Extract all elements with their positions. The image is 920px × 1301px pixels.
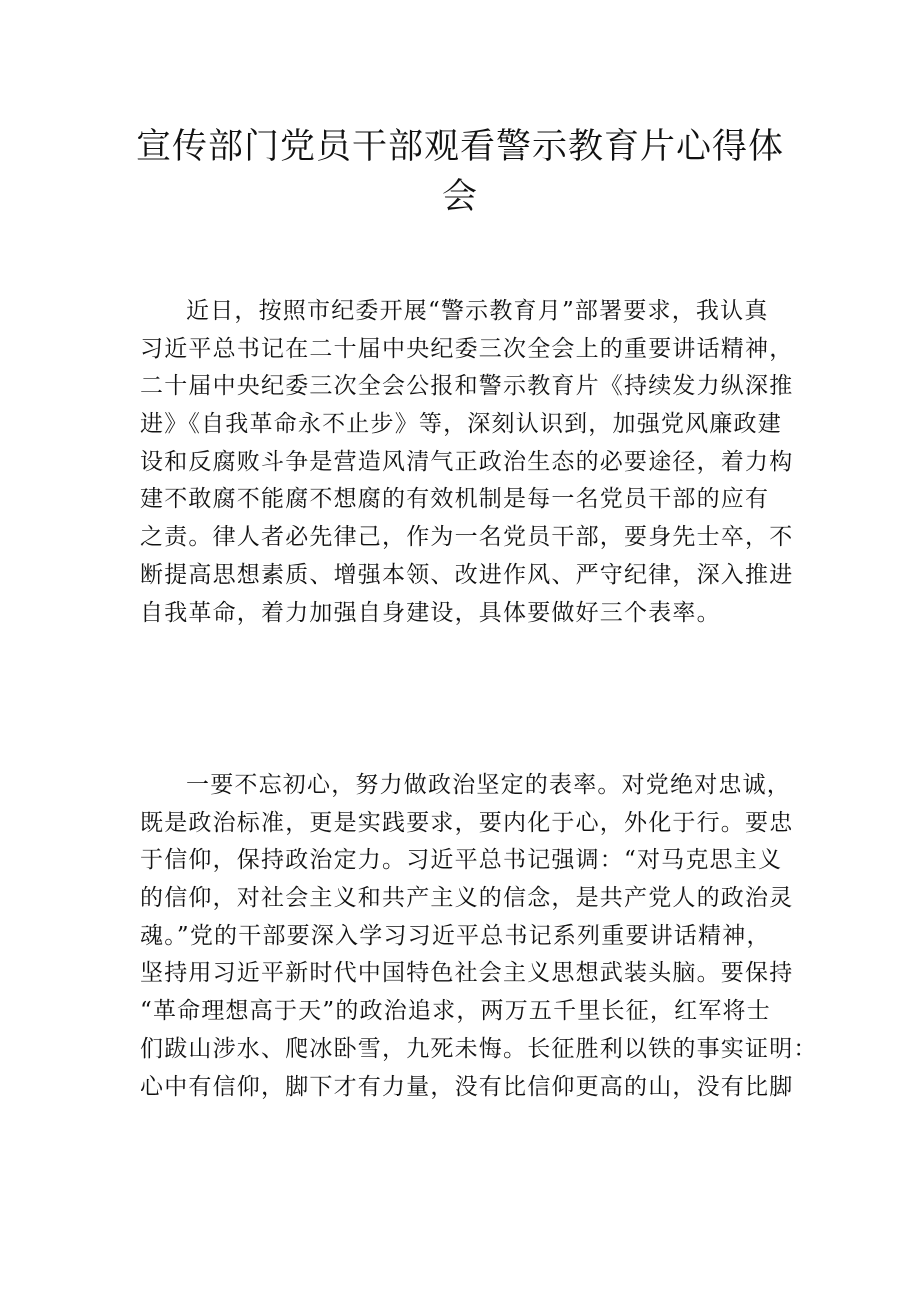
text-line: 建不敢腐不能腐不想腐的有效机制是每一名党员干部的应有: [140, 486, 770, 513]
document-title: [100, 122, 820, 222]
text-line: 一要不忘初心，努力做政治坚定的表率。对党绝对忠诚，: [186, 772, 791, 798]
text-line: 自我革命，着力加强自身建设，具体要做好三个表率。: [140, 599, 721, 626]
text-line: 二十届中央纪委三次全会公报和警示教育片《持续发力纵深推: [140, 373, 794, 400]
text-line: 的信仰，对社会主义和共产主义的信念，是共产党人的政治灵: [140, 885, 794, 912]
text-line: 坚持用习近平新时代中国特色社会主义思想武装头脑。要保持: [140, 960, 794, 987]
text-line: 断提高思想素质、增强本领、改进作风、严守纪律，深入推进: [140, 561, 794, 588]
text-line: 魂。”党的干部要深入学习习近平总书记系列重要讲话精神，: [140, 922, 771, 949]
title-line: 宣传部门党员干部观看警示教育片心得体: [135, 127, 784, 167]
text-line: 们跋山涉水、爬冰卧雪，九死未悔。长征胜利以铁的事实证明：: [140, 1035, 818, 1062]
title-line: 会: [441, 177, 478, 217]
text-line: 之责。律人者必先律己，作为一名党员干部，要身先士卒，不: [140, 524, 794, 551]
text-line: 习近平总书记在二十届中央纪委三次全会上的重要讲话精神，: [140, 335, 794, 362]
text-line: 心中有信仰，脚下才有力量，没有比信仰更高的山，没有比脚: [140, 1073, 794, 1100]
text-line: 既是政治标准，更是实践要求，要内化于心，外化于行。要忠: [140, 809, 794, 836]
text-line: 近日，按照市纪委开展“警示教育月”部署要求，我认真: [186, 298, 769, 324]
paragraph-2: [140, 767, 818, 1106]
text-line: “革命理想高于天”的政治追求，两万五千里长征，红军将士: [140, 998, 771, 1025]
text-line: 进》《自我革命永不止步》等，深刻认识到，加强党风廉政建: [140, 411, 782, 438]
text-line: 设和反腐败斗争是营造风清气正政治生态的必要途径，着力构: [140, 448, 794, 475]
paragraph-1: [140, 293, 800, 632]
text-line: 于信仰，保持政治定力。习近平总书记强调：“对马克思主义: [140, 847, 783, 874]
